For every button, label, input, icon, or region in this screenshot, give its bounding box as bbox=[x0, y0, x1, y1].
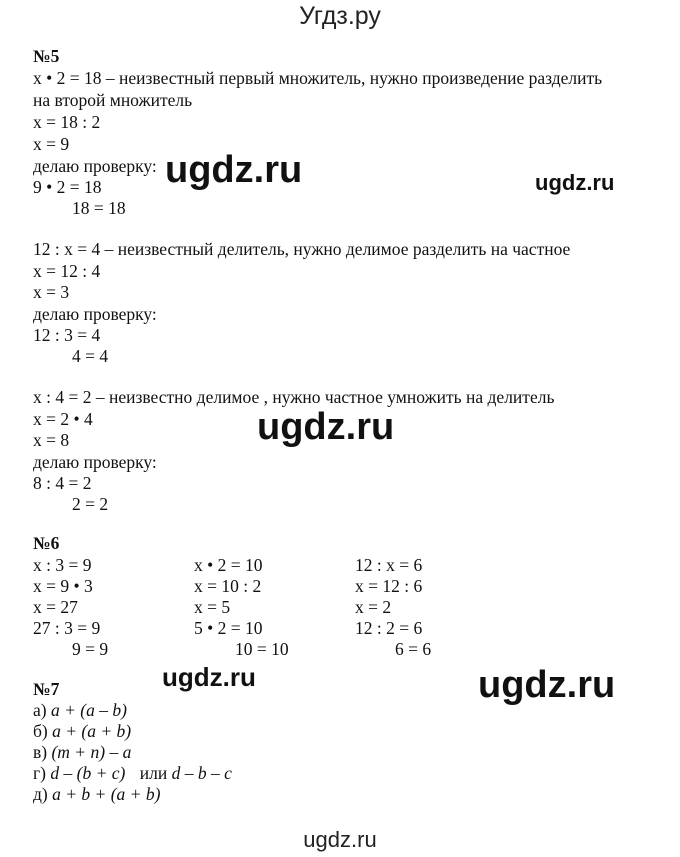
task5-line: x = 9 bbox=[33, 134, 70, 154]
task7-item bbox=[33, 784, 160, 804]
task5-line: x = 8 bbox=[33, 430, 70, 450]
task6-cell: 10 = 10 bbox=[235, 639, 289, 659]
task5-line: 2 = 2 bbox=[72, 494, 109, 514]
task5-line: x : 4 = 2 – неизвестно делимое , нужно частное умножить на делитель bbox=[33, 387, 555, 407]
task5-line: 18 = 18 bbox=[72, 198, 126, 218]
task5-line: x = 2 • 4 bbox=[33, 409, 93, 429]
watermark: ugdz.ru bbox=[478, 664, 616, 706]
task7-item-label: а) bbox=[33, 700, 47, 720]
task5-line: на второй множитель bbox=[33, 90, 193, 110]
task7-item bbox=[33, 763, 232, 783]
task7-item-label: б) bbox=[33, 721, 48, 741]
task6-heading: №6 bbox=[33, 533, 60, 553]
task7-item bbox=[33, 742, 131, 762]
task7-item-expr: a + (a + b) bbox=[52, 721, 132, 741]
task6-cell: x = 27 bbox=[33, 597, 78, 617]
task5-line: x = 3 bbox=[33, 282, 70, 302]
task5-heading: №5 bbox=[33, 46, 60, 66]
task5-line: x = 12 : 4 bbox=[33, 261, 101, 281]
task6-cell: x • 2 = 10 bbox=[194, 555, 263, 575]
task7-item-expr: d – (b + c) bbox=[50, 763, 126, 783]
task6-cell: x : 3 = 9 bbox=[33, 555, 92, 575]
task5-line: 8 : 4 = 2 bbox=[33, 473, 92, 493]
task6-cell: x = 9 • 3 bbox=[33, 576, 93, 596]
task5-line: x • 2 = 18 – неизвестный первый множитель, нужно произведение разделить bbox=[33, 68, 603, 88]
task5-line: 4 = 4 bbox=[72, 346, 109, 366]
task6-cell: 27 : 3 = 9 bbox=[33, 618, 101, 638]
task5-line: делаю проверку: bbox=[33, 452, 157, 472]
task5-line: x = 18 : 2 bbox=[33, 112, 101, 132]
task7-item bbox=[33, 721, 131, 741]
task7-item-expr: a + b + (a + b) bbox=[52, 784, 161, 804]
task5-line: делаю проверку: bbox=[33, 156, 157, 176]
task7-item-expr: a + (a – b) bbox=[50, 700, 127, 720]
task7-item-expr: (m + n) – a bbox=[51, 742, 132, 762]
task5-line: 9 • 2 = 18 bbox=[33, 177, 102, 197]
task7-item-label: д) bbox=[33, 784, 48, 804]
task5-line: делаю проверку: bbox=[33, 304, 157, 324]
task6-cell: 12 : 2 = 6 bbox=[355, 618, 423, 638]
task7-item bbox=[33, 700, 127, 720]
task6-cell: 12 : x = 6 bbox=[355, 555, 423, 575]
task7-item-label: г) bbox=[33, 763, 47, 783]
site-title: Угдз.ру bbox=[299, 2, 381, 30]
watermark: ugdz.ru bbox=[165, 149, 303, 191]
task7-heading: №7 bbox=[33, 679, 60, 699]
task7-item-separator: или bbox=[139, 763, 168, 783]
task6-cell: 5 • 2 = 10 bbox=[194, 618, 263, 638]
task6-cell: x = 12 : 6 bbox=[355, 576, 423, 596]
watermark: ugdz.ru bbox=[257, 406, 395, 448]
watermark: ugdz.ru bbox=[162, 662, 256, 692]
watermark: ugdz.ru bbox=[535, 170, 615, 195]
task6-cell: x = 5 bbox=[194, 597, 231, 617]
task6-cell: x = 10 : 2 bbox=[194, 576, 262, 596]
task6-cell: x = 2 bbox=[355, 597, 392, 617]
task5-line: 12 : 3 = 4 bbox=[33, 325, 101, 345]
task6-cell: 6 = 6 bbox=[395, 639, 432, 659]
task7-item-alt: d – b – c bbox=[171, 763, 232, 783]
task6-cell: 9 = 9 bbox=[72, 639, 109, 659]
task5-line: 12 : x = 4 – неизвестный делитель, нужно делимое разделить на частное bbox=[33, 239, 571, 259]
footer-watermark: ugdz.ru bbox=[303, 827, 377, 852]
task7-item-label: в) bbox=[33, 742, 48, 762]
